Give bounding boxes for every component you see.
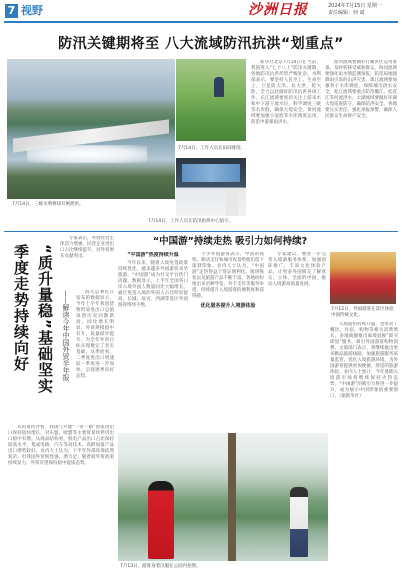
editor-credit: 责任编辑：何 斌 (328, 10, 365, 16)
tourist-crowd-caption: 7月12日，外国游客在景区体验中国传统文化。 (331, 307, 394, 318)
field-worker-shape (214, 77, 224, 97)
trade-column-1 (76, 290, 114, 422)
tourism-column-2 (192, 252, 264, 430)
park-tree-shape (228, 433, 236, 561)
dam-photo-caption: 7月14日，三峡水利枢纽开闸泄洪。 (12, 202, 84, 207)
trade-paragraph: 从贸易伙伴看，我国与共建“一带一路”国家进出口保持较快增长，对东盟、欧盟等主要贸易伙伴进出口稳中有增。从商品结构看，机电产品出口占比保持较高水平，集成电路、汽车等高技术、高附加值产品出口增势较好。业内人士认为，下半年外部环境依然复杂，但我国外贸韧性强、潜力足，随着稳外贸政策持续发力，外贸有望保持稳中提质态势。 (8, 425, 114, 466)
tourism-right-column (330, 322, 398, 570)
tourism-column-1 (118, 252, 188, 430)
dam-photo (7, 59, 175, 199)
tourism-paragraph: 今年以来，随着入境免签政策持续优化，越来越多外国游客来华旅游，“中国游”成为社交平台热门话题。数据显示，上半年全国各口岸入境外国人数量同比大幅增长，通过免签入境的外国人占比明显提高。长城、故宫、西湖等景区外国游客络绎不绝。 (118, 261, 188, 308)
tourism-headline: “中国游”持续走热 吸引力如何持续? (152, 236, 308, 247)
office-worker-shape (226, 188, 238, 216)
field-photo-caption: 7月14日，工作人员在田间排涝。 (178, 146, 246, 151)
trade-headline-1: 季度走势持续向好 (12, 244, 30, 372)
newspaper-logo: 沙洲日报 (248, 2, 308, 18)
office-screen-shape (182, 164, 240, 182)
tourism-inset-heading: 优化服务提升入境游体验 (200, 303, 256, 309)
trade-subtitle: ——解读今年中国外贸半年报 (62, 290, 70, 381)
main-story-paragraph: 淮河流域要做好行蓄洪区运用准备，及时转移受威胁群众。海河流域要强化雨水情监测预报，防范局地强降雨引发的山洪灾害。珠江流域要加强骨干水库调度，保障城市供水安全。松辽流域要重点防范嫩江、松花江等河流洪水。太湖流域要做好环湖大堤巡查防守，确保防洪安全。各地要压实责任，强化预报预警，确保人民群众生命财产安全。 (325, 60, 397, 119)
main-story-paragraph: 新华社北京7月14日电 当前，我国进入“七下八上”防汛关键期，各地防汛抗洪形势严峻复杂。水利部表示，要坚持人民至上、生命至上，立足防大汛、抗大洪、抢大险，全力以赴做好防汛抗洪各项工作。长江流域要密切关注上游来水和中下游干流水位，科学调度三峡等水库群，确保大堤安全。黄河流域要加强小浪底等水库调度运用，防范中游暴雨洪水。 (251, 60, 321, 125)
tourism-paragraph: 不少外国游客表示，中国的高铁、移动支付和城市夜景给他们留下深刻印象。业内人士认为，“中国游”走热得益于签证便利化、航班恢复以及旅游产品不断丰富。各地纷纷推出多语种导览、外卡支付等服务举措，持续提升入境游客的便利度和获得感。 (192, 252, 264, 299)
page-number: 7 (5, 4, 18, 18)
trade-paragraph: 海关总署近日发布的数据显示，今年上半年我国货物贸易进出口总值再创历史同期新高，同比增长明显。外贸规模稳中有升，质量稳步提升，为全年外贸目标实现奠定了坚实基础。从季度看，二季度进出口增速较一季度进一步加快，呈现逐季向好态势。 (76, 290, 114, 379)
dam-spray-shape (27, 145, 147, 163)
photographer-shape (290, 487, 308, 557)
header-rule (4, 21, 398, 23)
main-headline: 防汛关键期将至 八大流域防汛抗洪“划重点” (58, 36, 344, 52)
section-title: 视野 (21, 4, 43, 17)
trade-paragraph: 专家表示，外贸经营主体活力增强，民营企业进出口占比继续提升，对外贸增长贡献突出。 (60, 236, 114, 259)
tourism-paragraph: 入境游的持续升温，也带动了餐饮、住宿、购物等相关消费增长。多地商圈推出离境退税“即买即退”服务，吸引外国游客购物消费。文旅部门表示，将继续推出更多精品旅游线路，加强旅游服务质量监管，优化入境旅游环境，为外国游客提供更加便捷、舒适的旅游体验。业内人士预计，今年暑期入境游市场将继续保持火热态势，“中国游”的吸引力将进一步提升，成为展示中国形象的重要窗口。（据新华社） (330, 322, 398, 399)
tourism-column-3 (268, 252, 326, 430)
field-photo (176, 59, 246, 141)
issue-date: 2024年7月15日 星期一 (328, 3, 382, 9)
main-story-column-1 (251, 60, 321, 228)
tourism-paragraph: 专家建议，要进一步完善入境游服务体系，加强国际推广，丰富文化体验产品，让更多外国朋友了解真实、立体、全面的中国，推动入境游高质量发展。 (268, 252, 326, 287)
date-line (328, 3, 400, 17)
office-photo (176, 158, 246, 216)
park-photo-caption: 7月13日，游客身着汉服在公园内拍照。 (120, 564, 201, 569)
hanfu-visitor-shape (148, 481, 174, 559)
trade-intro-column (60, 236, 114, 288)
section-rule (4, 231, 398, 232)
tourism-inset-heading: “中国游”热度持续升温 (127, 252, 179, 258)
tourist-crowd-photo (330, 252, 396, 304)
main-story-column-2 (325, 60, 397, 228)
office-photo-caption: 7月14日，工作人员在防汛指挥中心值守。 (148, 219, 234, 224)
park-photo (118, 433, 328, 561)
trade-headline-2: “质升量稳”基础坚实 (36, 244, 54, 394)
page-header (0, 0, 402, 26)
trade-column-2 (8, 425, 114, 570)
